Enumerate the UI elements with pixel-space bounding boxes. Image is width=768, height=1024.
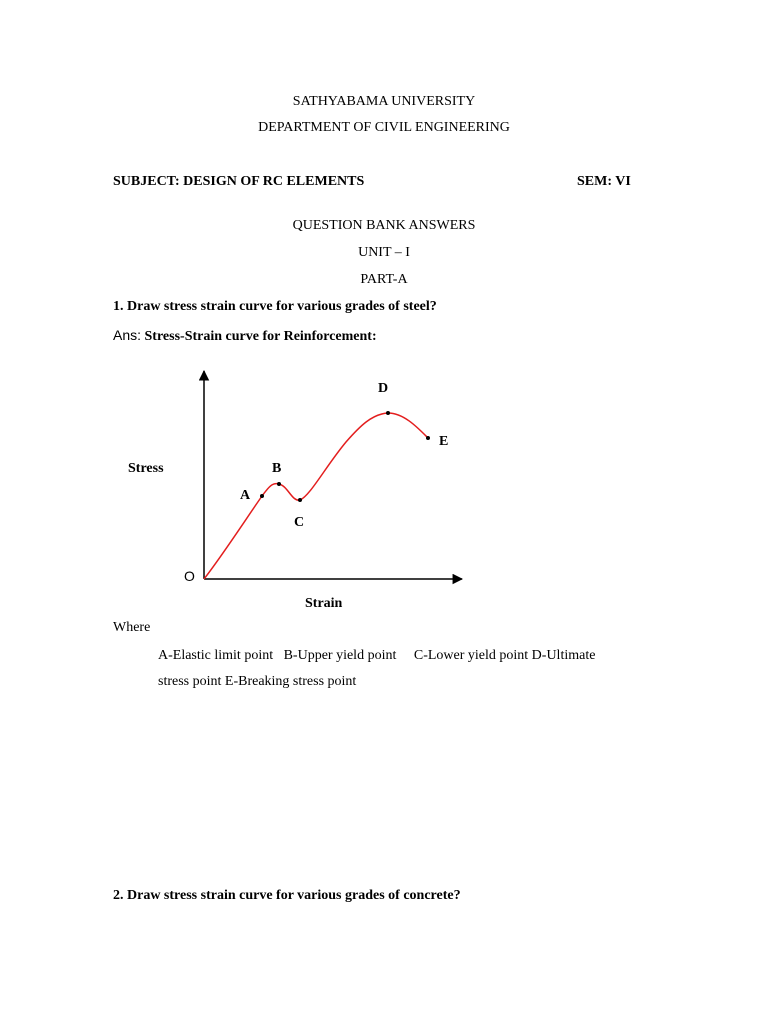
y-axis-label: Stress (128, 461, 164, 476)
question-2: 2. Draw stress strain curve for various grades of concrete? (113, 888, 461, 903)
point-label-c: C (294, 515, 305, 530)
department-title: DEPARTMENT OF CIVIL ENGINEERING (258, 120, 510, 135)
legend-line-1: A-Elastic limit point B-Upper yield point C-Lower yield point D-Ultimate (158, 648, 596, 663)
question-1: 1. Draw stress strain curve for various grades of steel? (113, 299, 437, 314)
where-label: Where (113, 620, 151, 635)
part-heading: PART-A (360, 272, 408, 287)
point-label-b: B (272, 461, 282, 476)
origin-label: O (184, 568, 195, 584)
point-d-marker (386, 411, 390, 415)
university-title: SATHYABAMA UNIVERSITY (292, 94, 476, 109)
section-title: QUESTION BANK ANSWERS (292, 218, 476, 233)
answer-title: Stress-Strain curve for Reinforcement: (144, 329, 377, 344)
semester-label: SEM: VI (577, 174, 631, 189)
point-label-e: E (439, 434, 449, 449)
point-label-d: D (378, 381, 389, 396)
stress-strain-curve (204, 413, 428, 579)
answer-prefix: Ans: (113, 327, 142, 343)
point-label-a: A (240, 488, 251, 503)
subject-line: SUBJECT: DESIGN OF RC ELEMENTS (113, 174, 365, 189)
x-axis-label: Strain (305, 596, 343, 611)
point-c-marker (298, 498, 302, 502)
point-a-marker (260, 494, 264, 498)
legend-line-2: stress point E-Breaking stress point (158, 674, 357, 689)
unit-heading: UNIT – I (358, 245, 410, 260)
point-e-marker (426, 436, 430, 440)
point-b-marker (277, 482, 281, 486)
